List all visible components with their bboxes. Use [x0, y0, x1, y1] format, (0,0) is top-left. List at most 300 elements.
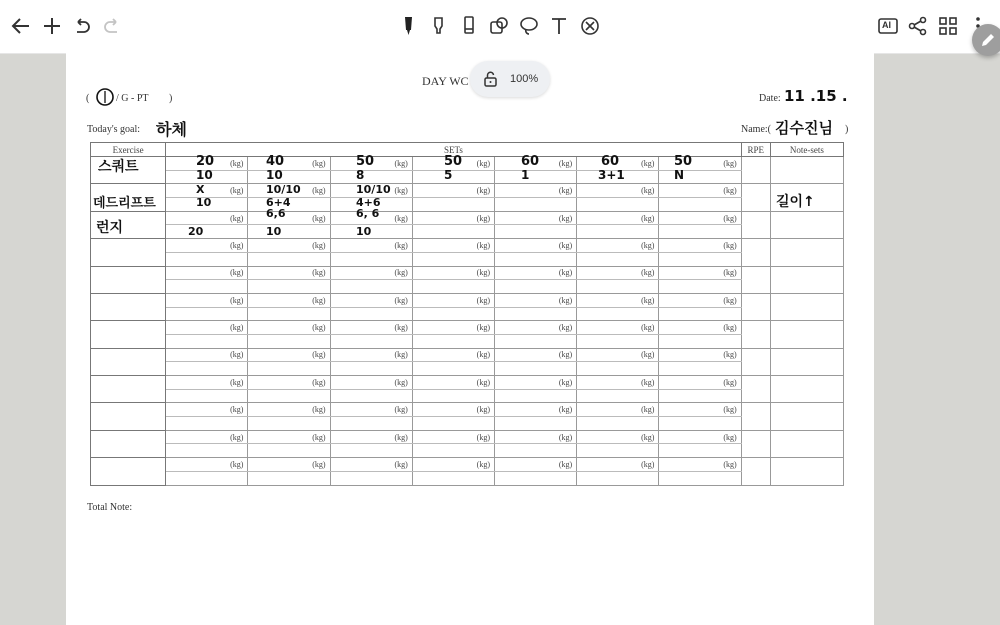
set-cell[interactable]	[330, 307, 412, 321]
set-cell[interactable]	[659, 239, 741, 253]
set-cell[interactable]	[577, 348, 659, 362]
kg-unit: (kg)	[230, 323, 244, 333]
set-cell[interactable]	[495, 389, 577, 403]
text-tool-icon[interactable]	[547, 14, 571, 38]
kg-unit: (kg)	[558, 158, 573, 168]
rpe-cell[interactable]	[741, 266, 770, 293]
hw-squat-reps: 3+1	[598, 168, 625, 182]
set-cell[interactable]	[495, 348, 577, 362]
set-cell[interactable]	[659, 417, 741, 431]
edit-fab[interactable]	[972, 24, 1000, 56]
set-cell[interactable]	[248, 430, 330, 444]
set-cell[interactable]	[577, 211, 659, 225]
set-cell[interactable]	[166, 211, 248, 225]
set-cell[interactable]	[166, 403, 248, 417]
hw-deadlift-reps: 6+4	[266, 196, 291, 209]
set-cell[interactable]	[495, 458, 577, 472]
goal-label: Today's goal:	[87, 124, 141, 135]
set-cell[interactable]	[166, 376, 248, 390]
set-cell[interactable]	[495, 266, 577, 280]
set-cell[interactable]	[412, 430, 494, 444]
set-cell[interactable]	[495, 252, 577, 266]
rpe-cell[interactable]	[741, 376, 770, 403]
set-cell[interactable]	[166, 239, 248, 253]
set-cell[interactable]	[495, 471, 577, 485]
table-row	[91, 376, 844, 390]
set-cell[interactable]	[659, 334, 741, 348]
name-close: )	[845, 124, 849, 135]
table-row	[91, 334, 844, 348]
share-icon[interactable]	[906, 14, 930, 38]
kg-unit: (kg)	[394, 432, 408, 442]
set-cell[interactable]	[166, 307, 248, 321]
pt-open-paren: (	[86, 93, 90, 104]
top-toolbar	[0, 0, 1000, 54]
set-cell[interactable]	[577, 458, 659, 472]
note-sets-cell[interactable]	[770, 239, 843, 266]
add-icon[interactable]	[40, 14, 64, 38]
zoom-lock-pill[interactable]	[470, 61, 550, 97]
set-cell[interactable]	[412, 376, 494, 390]
rpe-cell[interactable]	[741, 293, 770, 320]
set-cell[interactable]	[659, 430, 741, 444]
total-note-label: Total Note:	[87, 502, 133, 513]
set-cell[interactable]	[495, 225, 577, 239]
set-cell[interactable]	[330, 170, 412, 184]
pencil-icon	[979, 31, 997, 49]
set-cell[interactable]	[248, 376, 330, 390]
set-cell[interactable]	[495, 444, 577, 458]
kg-unit: (kg)	[230, 405, 244, 415]
set-cell[interactable]	[495, 170, 577, 184]
kg-unit: (kg)	[394, 350, 408, 360]
set-cell[interactable]	[412, 184, 494, 198]
pen-icon[interactable]	[397, 14, 421, 38]
set-cell[interactable]	[330, 334, 412, 348]
set-cell[interactable]	[166, 280, 248, 294]
rpe-cell[interactable]	[741, 211, 770, 238]
kg-unit: (kg)	[476, 158, 490, 168]
header-rpe: RPE	[741, 143, 770, 157]
ai-button[interactable]	[876, 14, 900, 38]
set-cell[interactable]	[412, 252, 494, 266]
set-cell[interactable]	[330, 348, 412, 362]
set-cell[interactable]	[659, 389, 741, 403]
set-cell[interactable]	[659, 198, 741, 212]
set-cell[interactable]	[330, 321, 412, 335]
set-cell[interactable]	[659, 376, 741, 390]
set-cell[interactable]	[659, 157, 741, 171]
set-cell[interactable]	[248, 334, 330, 348]
hw-deadlift-reps: 10	[196, 196, 212, 209]
set-cell[interactable]	[495, 403, 577, 417]
table-row	[91, 307, 844, 321]
grid-icon[interactable]	[936, 14, 960, 38]
hw-squat-reps: 5	[444, 168, 453, 182]
exercise-cell[interactable]	[91, 348, 166, 375]
hw-squat-reps: 8	[356, 168, 365, 182]
set-cell[interactable]	[412, 458, 494, 472]
kg-unit: (kg)	[476, 323, 490, 333]
set-cell[interactable]	[659, 293, 741, 307]
set-cell[interactable]	[577, 403, 659, 417]
set-cell[interactable]	[248, 458, 330, 472]
kg-unit: (kg)	[312, 377, 326, 387]
set-cell[interactable]	[248, 280, 330, 294]
set-cell[interactable]	[248, 321, 330, 335]
table-row	[91, 403, 844, 417]
set-cell[interactable]	[659, 362, 741, 376]
set-cell[interactable]	[659, 458, 741, 472]
kg-unit: (kg)	[558, 323, 573, 333]
set-cell[interactable]	[412, 471, 494, 485]
set-cell[interactable]	[248, 362, 330, 376]
kg-unit: (kg)	[312, 432, 326, 442]
exercise-cell[interactable]	[91, 403, 166, 430]
name-label: Name:(	[741, 124, 771, 135]
set-cell[interactable]	[577, 307, 659, 321]
set-cell[interactable]	[412, 444, 494, 458]
set-cell[interactable]	[495, 321, 577, 335]
rpe-cell[interactable]	[741, 403, 770, 430]
table-row	[91, 321, 844, 335]
set-cell[interactable]	[330, 444, 412, 458]
set-cell[interactable]	[659, 348, 741, 362]
kg-unit: (kg)	[394, 295, 408, 305]
set-cell[interactable]	[495, 239, 577, 253]
back-icon[interactable]	[9, 14, 33, 38]
note-page[interactable]	[66, 53, 874, 625]
set-cell[interactable]	[248, 307, 330, 321]
kg-unit: (kg)	[230, 186, 244, 196]
kg-unit: (kg)	[394, 240, 408, 250]
header-exercise: Exercise	[91, 143, 166, 157]
set-cell[interactable]	[659, 266, 741, 280]
set-cell[interactable]	[330, 280, 412, 294]
set-cell[interactable]	[248, 157, 330, 171]
set-cell[interactable]	[577, 225, 659, 239]
table-row	[91, 444, 844, 458]
kg-unit: (kg)	[723, 405, 737, 415]
set-cell[interactable]	[495, 376, 577, 390]
set-cell[interactable]	[495, 293, 577, 307]
kg-unit: (kg)	[641, 240, 655, 250]
kg-unit: (kg)	[476, 213, 490, 223]
set-cell[interactable]	[412, 348, 494, 362]
set-cell[interactable]	[495, 198, 577, 212]
kg-unit: (kg)	[230, 459, 244, 469]
set-cell[interactable]	[248, 293, 330, 307]
kg-unit: (kg)	[723, 459, 737, 469]
set-cell[interactable]	[495, 362, 577, 376]
table-row	[91, 252, 844, 266]
kg-unit: (kg)	[723, 268, 737, 278]
set-cell[interactable]	[166, 348, 248, 362]
kg-unit: (kg)	[476, 295, 490, 305]
kg-unit: (kg)	[723, 186, 737, 196]
set-cell[interactable]	[248, 252, 330, 266]
set-cell[interactable]	[248, 170, 330, 184]
note-sets-cell[interactable]	[770, 376, 843, 403]
set-cell[interactable]	[248, 211, 330, 225]
set-cell[interactable]	[659, 252, 741, 266]
set-cell[interactable]	[412, 170, 494, 184]
set-cell[interactable]	[412, 239, 494, 253]
set-cell[interactable]	[412, 211, 494, 225]
set-cell[interactable]	[659, 321, 741, 335]
table-row	[91, 280, 844, 294]
rpe-cell[interactable]	[741, 321, 770, 348]
set-cell[interactable]	[166, 321, 248, 335]
table-row	[91, 430, 844, 444]
hw-note-sets: 길이↑	[776, 194, 815, 210]
set-cell[interactable]	[659, 444, 741, 458]
rpe-cell[interactable]	[741, 157, 770, 184]
note-sets-cell[interactable]	[770, 348, 843, 375]
set-cell[interactable]	[248, 417, 330, 431]
kg-unit: (kg)	[394, 158, 408, 168]
set-cell[interactable]	[330, 266, 412, 280]
set-cell[interactable]	[166, 417, 248, 431]
note-sets-cell[interactable]	[770, 157, 843, 184]
kg-unit: (kg)	[558, 432, 573, 442]
redo-icon[interactable]	[100, 14, 124, 38]
note-sets-cell[interactable]	[770, 403, 843, 430]
set-cell[interactable]	[166, 293, 248, 307]
pt-close-paren: )	[169, 93, 173, 104]
kg-unit: (kg)	[723, 377, 737, 387]
set-cell[interactable]	[412, 293, 494, 307]
rpe-cell[interactable]	[741, 239, 770, 266]
set-cell[interactable]	[495, 280, 577, 294]
set-cell[interactable]	[330, 362, 412, 376]
note-sets-cell[interactable]	[770, 211, 843, 238]
set-cell[interactable]	[412, 362, 494, 376]
kg-unit: (kg)	[558, 377, 573, 387]
set-cell[interactable]	[659, 211, 741, 225]
date-label: Date:	[759, 93, 781, 104]
set-cell[interactable]	[166, 430, 248, 444]
set-cell[interactable]	[577, 252, 659, 266]
exercise-cell[interactable]	[91, 239, 166, 266]
set-cell[interactable]	[166, 471, 248, 485]
highlighter-icon[interactable]	[427, 14, 451, 38]
kg-unit: (kg)	[230, 432, 244, 442]
kg-unit: (kg)	[394, 186, 408, 196]
hw-lunge-weight: 6, 6	[356, 207, 380, 220]
set-cell[interactable]	[330, 389, 412, 403]
set-cell[interactable]	[412, 417, 494, 431]
set-cell[interactable]	[577, 417, 659, 431]
set-cell[interactable]	[577, 280, 659, 294]
set-cell[interactable]	[166, 266, 248, 280]
set-cell[interactable]	[412, 334, 494, 348]
kg-unit: (kg)	[641, 186, 655, 196]
table-row	[91, 225, 844, 239]
set-cell[interactable]	[166, 252, 248, 266]
set-cell[interactable]	[577, 321, 659, 335]
kg-unit: (kg)	[230, 295, 244, 305]
set-cell[interactable]	[330, 239, 412, 253]
set-cell[interactable]	[166, 389, 248, 403]
set-cell[interactable]	[412, 225, 494, 239]
rpe-cell[interactable]	[741, 348, 770, 375]
hw-squat-weight: 60	[521, 154, 540, 169]
set-cell[interactable]	[659, 170, 741, 184]
table-row	[91, 471, 844, 485]
undo-icon[interactable]	[70, 14, 94, 38]
set-cell[interactable]	[659, 307, 741, 321]
hw-squat-weight: 50	[356, 154, 375, 169]
set-cell[interactable]	[248, 389, 330, 403]
set-cell[interactable]	[330, 403, 412, 417]
table-row	[91, 266, 844, 280]
kg-unit: (kg)	[394, 268, 408, 278]
set-cell[interactable]	[577, 430, 659, 444]
kg-unit: (kg)	[723, 350, 737, 360]
set-cell[interactable]	[330, 458, 412, 472]
kg-unit: (kg)	[394, 213, 408, 223]
set-cell[interactable]	[330, 471, 412, 485]
table-row	[91, 211, 844, 225]
kg-unit: (kg)	[312, 213, 326, 223]
ai-label: AI	[882, 20, 891, 30]
exercise-cell[interactable]	[91, 430, 166, 457]
set-cell[interactable]	[659, 184, 741, 198]
hw-exercise-deadlift: 데드리프트	[93, 196, 156, 211]
kg-unit: (kg)	[312, 323, 326, 333]
kg-unit: (kg)	[723, 295, 737, 305]
kg-unit: (kg)	[641, 158, 655, 168]
set-cell[interactable]	[495, 184, 577, 198]
set-cell[interactable]	[577, 362, 659, 376]
set-cell[interactable]	[577, 184, 659, 198]
kg-unit: (kg)	[312, 240, 326, 250]
set-cell[interactable]	[412, 389, 494, 403]
note-sets-cell[interactable]	[770, 293, 843, 320]
set-cell[interactable]	[577, 444, 659, 458]
table-row	[91, 417, 844, 431]
set-cell[interactable]	[166, 362, 248, 376]
note-sets-cell[interactable]	[770, 266, 843, 293]
note-sets-cell[interactable]	[770, 458, 843, 485]
set-cell[interactable]	[330, 430, 412, 444]
table-row	[91, 348, 844, 362]
kg-unit: (kg)	[558, 350, 573, 360]
set-cell[interactable]	[166, 458, 248, 472]
set-cell[interactable]	[166, 334, 248, 348]
table-row	[91, 362, 844, 376]
hw-squat-reps: 1	[521, 168, 530, 182]
set-cell[interactable]	[577, 198, 659, 212]
set-cell[interactable]	[330, 252, 412, 266]
unlock-icon[interactable]	[482, 70, 500, 88]
set-cell[interactable]	[412, 198, 494, 212]
set-cell[interactable]	[412, 403, 494, 417]
hw-squat-weight: 50	[674, 154, 693, 169]
set-cell[interactable]	[577, 471, 659, 485]
set-cell[interactable]	[248, 444, 330, 458]
set-cell[interactable]	[577, 239, 659, 253]
exercise-cell[interactable]	[91, 293, 166, 320]
exercise-cell[interactable]	[91, 266, 166, 293]
kg-unit: (kg)	[723, 323, 737, 333]
kg-unit: (kg)	[476, 405, 490, 415]
set-cell[interactable]	[248, 225, 330, 239]
eraser-icon[interactable]	[457, 14, 481, 38]
kg-unit: (kg)	[641, 268, 655, 278]
kg-unit: (kg)	[230, 213, 244, 223]
set-cell[interactable]	[659, 471, 741, 485]
kg-unit: (kg)	[558, 295, 573, 305]
rpe-cell[interactable]	[741, 430, 770, 457]
set-cell[interactable]	[330, 376, 412, 390]
note-sets-cell[interactable]	[770, 321, 843, 348]
set-cell[interactable]	[659, 225, 741, 239]
set-cell[interactable]	[248, 348, 330, 362]
kg-unit: (kg)	[641, 432, 655, 442]
kg-unit: (kg)	[723, 213, 737, 223]
set-cell[interactable]	[659, 403, 741, 417]
set-cell[interactable]	[248, 471, 330, 485]
set-cell[interactable]	[248, 239, 330, 253]
set-cell[interactable]	[577, 293, 659, 307]
rpe-cell[interactable]	[741, 184, 770, 211]
kg-unit: (kg)	[476, 377, 490, 387]
exercise-cell[interactable]	[91, 321, 166, 348]
shapes-icon[interactable]	[487, 14, 511, 38]
set-cell[interactable]	[248, 266, 330, 280]
set-cell[interactable]	[330, 293, 412, 307]
exercise-cell[interactable]	[91, 376, 166, 403]
set-cell[interactable]	[577, 266, 659, 280]
note-sets-cell[interactable]	[770, 430, 843, 457]
kg-unit: (kg)	[394, 405, 408, 415]
set-cell[interactable]	[412, 321, 494, 335]
set-cell[interactable]	[577, 376, 659, 390]
circled-o-mark	[94, 86, 116, 108]
set-cell[interactable]	[577, 389, 659, 403]
hw-squat-weight: 60	[601, 154, 620, 169]
set-cell[interactable]	[495, 430, 577, 444]
kg-unit: (kg)	[641, 323, 655, 333]
set-cell[interactable]	[248, 403, 330, 417]
set-cell[interactable]	[659, 280, 741, 294]
set-cell[interactable]	[495, 307, 577, 321]
set-cell[interactable]	[166, 444, 248, 458]
hw-squat-weight: 40	[266, 154, 285, 169]
set-cell[interactable]	[412, 307, 494, 321]
goal-value: 하체	[156, 120, 187, 139]
set-cell[interactable]	[330, 417, 412, 431]
hw-deadlift-weight: X	[196, 183, 205, 196]
set-cell[interactable]	[166, 225, 248, 239]
kg-unit: (kg)	[230, 268, 244, 278]
table-row	[91, 458, 844, 472]
set-cell[interactable]	[412, 266, 494, 280]
kg-unit: (kg)	[312, 295, 326, 305]
set-cell[interactable]	[495, 334, 577, 348]
set-cell[interactable]	[577, 334, 659, 348]
set-cell[interactable]	[412, 280, 494, 294]
exercise-cell[interactable]	[91, 458, 166, 485]
set-cell[interactable]	[495, 417, 577, 431]
rpe-cell[interactable]	[741, 458, 770, 485]
clear-icon[interactable]	[578, 14, 602, 38]
set-cell[interactable]	[495, 211, 577, 225]
lasso-icon[interactable]	[517, 14, 541, 38]
kg-unit: (kg)	[641, 350, 655, 360]
